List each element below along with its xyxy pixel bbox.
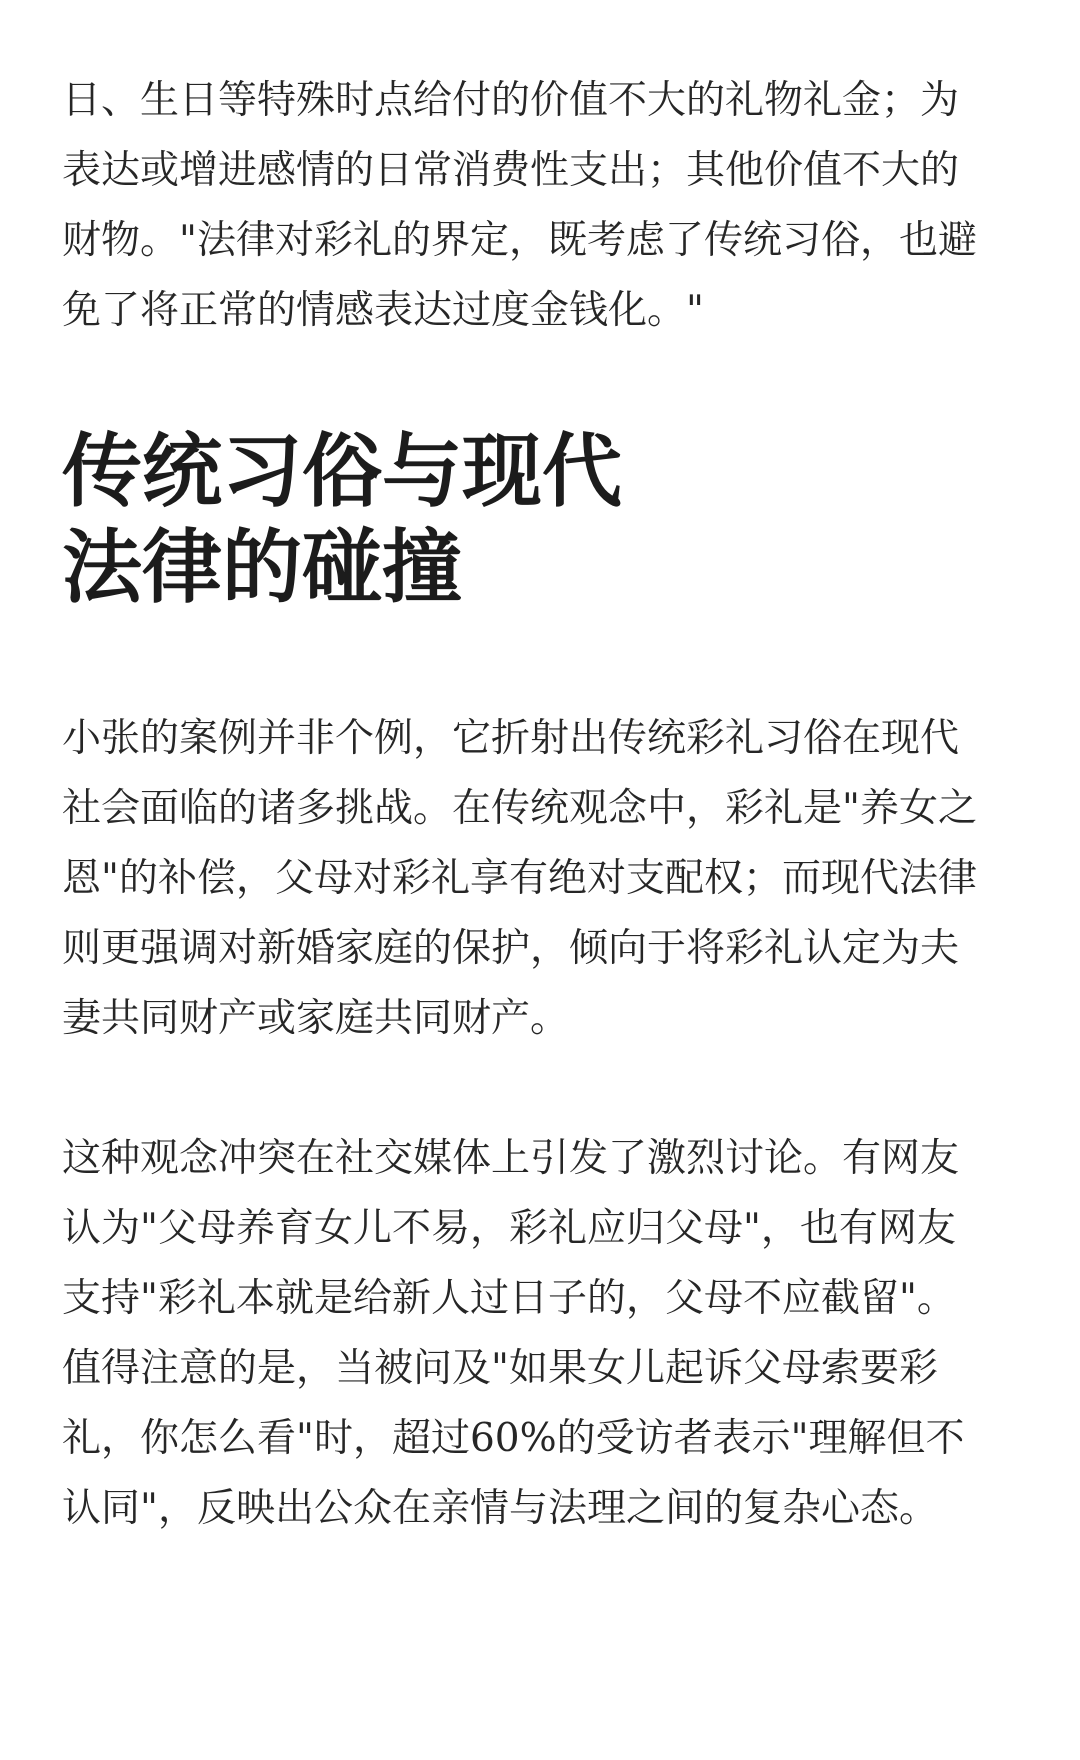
text-line: 日、生日等特殊时点给付的价值不大的礼物礼金；为 (62, 78, 960, 123)
text-line: 值得注意的是，当被问及"如果女儿起诉父母索要彩 (62, 1346, 938, 1391)
text-line: 财物。"法律对彩礼的界定，既考虑了传统习俗，也避 (62, 218, 977, 263)
text-line: 则更强调对新婚家庭的保护，倾向于将彩礼认定为夫 (62, 926, 960, 971)
intro-paragraph (62, 66, 1022, 346)
text-line: 表达或增进感情的日常消费性支出；其他价值不大的 (62, 148, 960, 193)
text-line: 认为"父母养育女儿不易，彩礼应归父母"，也有网友 (62, 1206, 956, 1251)
heading-line: 法律的碰撞 (62, 521, 462, 614)
text-line: 这种观念冲突在社交媒体上引发了激烈讨论。有网友 (62, 1136, 960, 1181)
text-line: 小张的案例并非个例，它折射出传统彩礼习俗在现代 (62, 716, 960, 761)
article-body (62, 66, 1022, 1544)
text-line: 妻共同财产或家庭共同财产。 (62, 996, 570, 1041)
text-line: 免了将正常的情感表达过度金钱化。" (62, 288, 704, 333)
text-line: 社会面临的诸多挑战。在传统观念中，彩礼是"养女之 (62, 786, 977, 831)
text-line: 认同"，反映出公众在亲情与法理之间的复杂心态。 (62, 1486, 938, 1531)
text-line: 支持"彩礼本就是给新人过日子的，父母不应截留"。 (62, 1276, 956, 1321)
debate-paragraph (62, 1124, 1022, 1544)
text-line: 恩"的补偿，父母对彩礼享有绝对支配权；而现代法律 (62, 856, 977, 901)
heading-line: 传统习俗与现代 (62, 425, 622, 518)
section-heading (62, 424, 1022, 616)
text-line: 礼，你怎么看"时，超过60%的受访者表示"理解但不 (62, 1416, 965, 1461)
case-paragraph (62, 704, 1022, 1054)
